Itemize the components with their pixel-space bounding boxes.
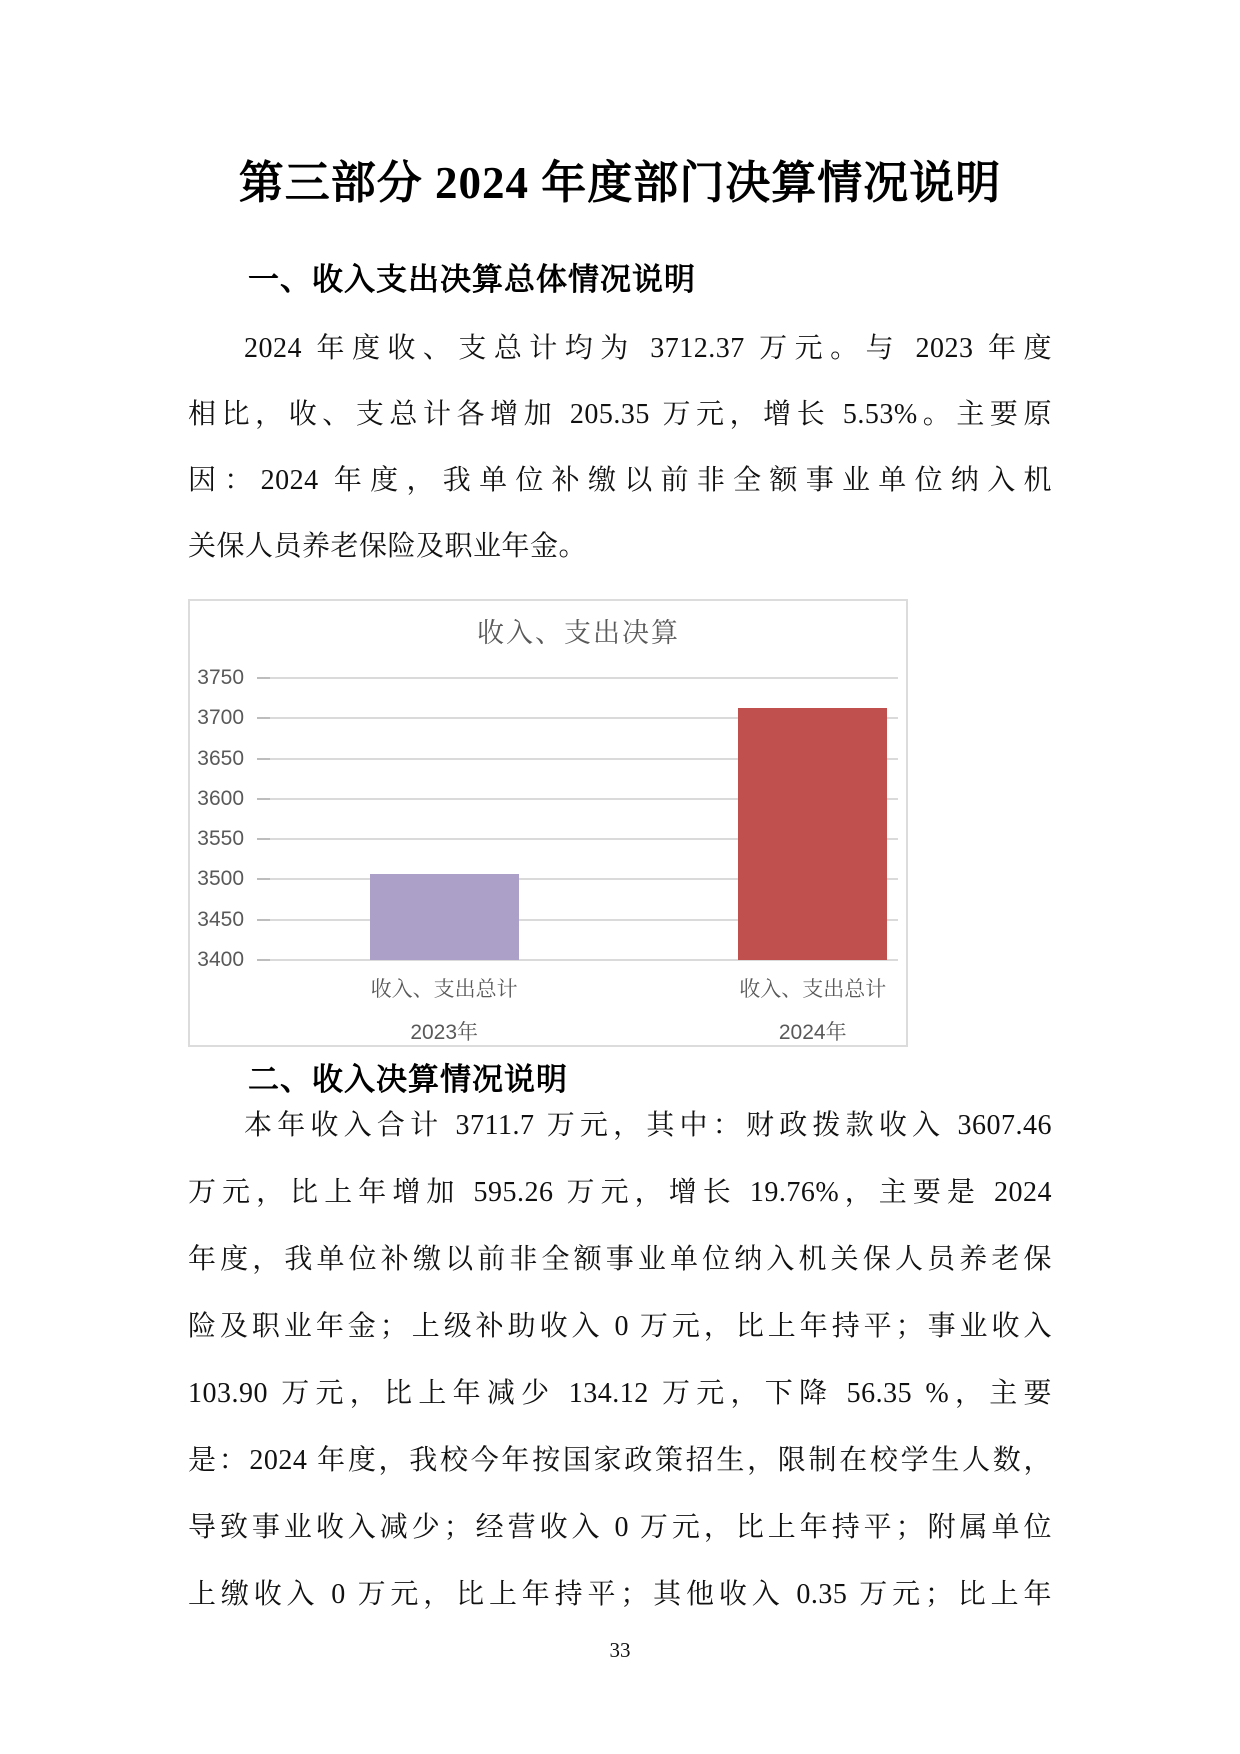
- revenue-expenditure-chart: [188, 599, 908, 1047]
- paragraph-line: 万元，比上年增加 595.26 万元，增长 19.76%，主要是 2024: [188, 1177, 1052, 1208]
- x-axis-category-label: 2023年: [410, 1021, 479, 1044]
- paragraph-line: 本年收入合计 3711.7 万元，其中：财政拨款收入 3607.46: [244, 1110, 1052, 1141]
- gridline: [257, 677, 898, 679]
- paragraph-line: 因：2024 年度，我单位补缴以前非全额事业单位纳入机: [188, 465, 1052, 496]
- axis-tick: [257, 838, 270, 840]
- y-tick-label: 3550: [197, 827, 244, 851]
- axis-tick: [257, 717, 270, 719]
- chart-x-axis: [257, 962, 898, 1045]
- axis-tick: [257, 758, 270, 760]
- axis-tick: [257, 919, 270, 921]
- section2-heading: 二、收入决算情况说明: [248, 1062, 568, 1097]
- paragraph-line: 是：2024 年度，我校今年按国家政策招生，限制在校学生人数，: [188, 1445, 1052, 1476]
- page-title: 第三部分 2024 年度部门决算情况说明: [238, 158, 1002, 208]
- page-number: 33: [609, 1638, 631, 1662]
- y-tick-label: 3650: [197, 746, 244, 770]
- paragraph-line: 导致事业收入减少；经营收入 0 万元，比上年持平；附属单位: [188, 1512, 1052, 1543]
- y-tick-label: 3600: [197, 786, 244, 810]
- y-tick-label: 3400: [197, 948, 244, 971]
- axis-tick: [257, 878, 270, 880]
- section1-paragraph: [188, 316, 1052, 580]
- paragraph-line: 上缴收入 0 万元，比上年持平；其他收入 0.35 万元；比上年: [188, 1579, 1052, 1610]
- axis-tick: [257, 798, 270, 800]
- paragraph-line: 关保人员养老保险及职业年金。: [188, 531, 588, 562]
- chart-bar-2023年: [370, 874, 519, 960]
- axis-tick: [257, 677, 270, 679]
- paragraph-line: 103.90 万元，比上年减少 134.12 万元，下降 56.35 %，主要: [188, 1378, 1052, 1409]
- x-axis-label-2024年: [739, 973, 886, 1046]
- chart-plot: [197, 657, 898, 971]
- x-axis-category-label: 2024年: [778, 1021, 847, 1044]
- y-tick-label: 3450: [197, 907, 244, 931]
- y-tick-label: 3700: [197, 706, 244, 730]
- x-axis-series-label: 收入、支出总计: [370, 978, 518, 1001]
- paragraph-line: 2024 年度收、支总计均为 3712.37 万元。与 2023 年度: [244, 333, 1052, 364]
- x-axis-series-label: 收入、支出总计: [739, 978, 887, 1001]
- axis-tick: [257, 959, 270, 961]
- chart-bar-2024年: [738, 708, 887, 960]
- paragraph-line: 相比，收、支总计各增加 205.35 万元，增长 5.53%。主要原: [188, 399, 1052, 430]
- x-axis-label-2023年: [371, 973, 518, 1046]
- y-tick-label: 3500: [197, 867, 244, 891]
- section1-heading: 一、收入支出决算总体情况说明: [248, 262, 696, 297]
- section2-paragraph: [188, 1092, 1052, 1628]
- paragraph-line: 年度，我单位补缴以前非全额事业单位纳入机关保人员养老保: [188, 1244, 1052, 1275]
- chart-title: 收入、支出决算: [477, 618, 680, 648]
- y-tick-label: 3750: [197, 666, 244, 689]
- paragraph-line: 险及职业年金；上级补助收入 0 万元，比上年持平；事业收入: [188, 1311, 1052, 1342]
